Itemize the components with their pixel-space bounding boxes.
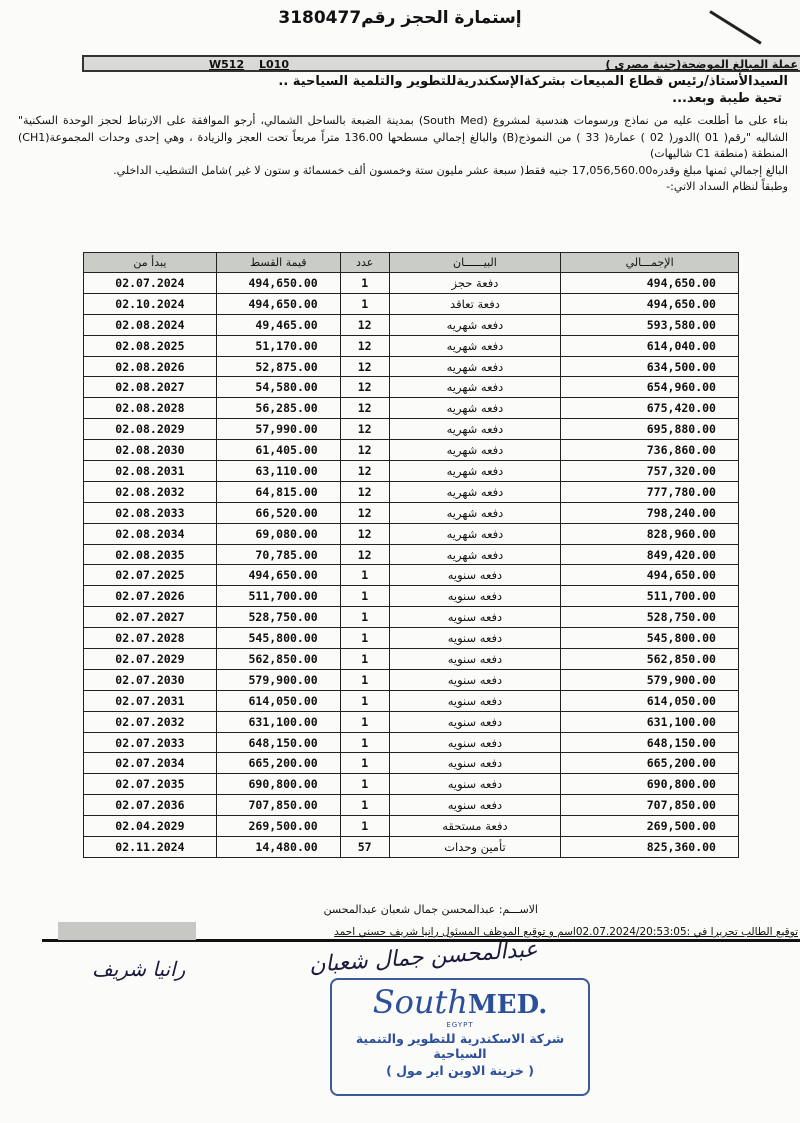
cell-total: 757,320.00 xyxy=(561,461,739,482)
signature-line-text: توقيع الطالب تحريرا في :02.07.2024/20:53:05اسم و توقيع الموظف المسئول رانيا شريف حسني احمد xyxy=(334,926,798,938)
cell-description: دفعه شهريه xyxy=(389,502,561,523)
table-row xyxy=(84,544,739,565)
table-row xyxy=(84,607,739,628)
cell-total: 777,780.00 xyxy=(561,481,739,502)
cell-count: 12 xyxy=(340,356,389,377)
cell-total: 825,360.00 xyxy=(561,837,739,858)
table-row xyxy=(84,816,739,837)
table-row xyxy=(84,440,739,461)
table-row xyxy=(84,481,739,502)
cell-total: 511,700.00 xyxy=(561,586,739,607)
cell-count: 12 xyxy=(340,377,389,398)
body-paragraph: بناء على ما أطلعت عليه من نماذج ورسومات هندسية لمشروع (South Med) بمدينة الضبعة بالساحل الشمالي، أرجو الموافقة على الارتباط لحجز الوحدة السكنية" الشاليه "رقم( 01 )الدور( 02 ) عمارة( 33 ) من النموذج(B) والبالغ إجمالي مسطحها 136.00 متراً مربعاً تحت العجز والزيادة ، وهي إحدى وحدات المجموعة(CH1) المنطقة (منطقة C1 شاليهات) xyxy=(18,114,789,160)
table-row xyxy=(84,586,739,607)
cell-installment: 631,100.00 xyxy=(216,711,340,732)
table-header-row xyxy=(84,253,739,273)
table-row xyxy=(84,461,739,482)
employee-handwritten-signature: رانيا شريف xyxy=(92,957,186,981)
cell-description: دفعه شهريه xyxy=(389,523,561,544)
applicant-handwritten-signature: عبدالمحسن جمال شعبان xyxy=(308,937,539,978)
stamp-logo xyxy=(332,984,588,1023)
cell-description: دفعه شهريه xyxy=(389,398,561,419)
cell-count: 12 xyxy=(340,314,389,335)
cell-start-date: 02.07.2033 xyxy=(84,732,217,753)
cell-start-date: 02.07.2029 xyxy=(84,649,217,670)
body-paragraph: البالغ إجمالي ثمنها مبلغ وقدره17,056,560.00 جنيه فقط( سبعة عشر مليون ستة وخمسون ألف خمسمائة و ستون لا غير )شامل التشطيب الداخلي. xyxy=(113,163,788,177)
cell-start-date: 02.08.2024 xyxy=(84,314,217,335)
cell-description: دفعه سنويه xyxy=(389,690,561,711)
cell-installment: 579,900.00 xyxy=(216,669,340,690)
cell-count: 1 xyxy=(340,774,389,795)
cell-description: دفعه سنويه xyxy=(389,586,561,607)
cell-description: دفعه سنويه xyxy=(389,669,561,690)
cell-total: 695,880.00 xyxy=(561,419,739,440)
cell-installment: 70,785.00 xyxy=(216,544,340,565)
table-row xyxy=(84,669,739,690)
cell-total: 648,150.00 xyxy=(561,732,739,753)
cell-count: 1 xyxy=(340,711,389,732)
cell-installment: 690,800.00 xyxy=(216,774,340,795)
cell-total: 798,240.00 xyxy=(561,502,739,523)
table-row xyxy=(84,356,739,377)
company-stamp xyxy=(330,978,590,1096)
cell-count: 12 xyxy=(340,461,389,482)
signature-shade xyxy=(58,922,196,940)
table-row xyxy=(84,523,739,544)
cell-start-date: 02.08.2025 xyxy=(84,335,217,356)
cell-description: دفعه شهريه xyxy=(389,356,561,377)
table-row xyxy=(84,377,739,398)
cell-total: 494,650.00 xyxy=(561,293,739,314)
cell-installment: 494,650.00 xyxy=(216,565,340,586)
table-row xyxy=(84,335,739,356)
cell-installment: 63,110.00 xyxy=(216,461,340,482)
cell-description: دفعه شهريه xyxy=(389,481,561,502)
cell-installment: 511,700.00 xyxy=(216,586,340,607)
cell-start-date: 02.07.2036 xyxy=(84,795,217,816)
stamp-company-name: شركة الاسكندرية للتطوير والتنمية السياحية xyxy=(355,1031,565,1061)
cell-installment: 54,580.00 xyxy=(216,377,340,398)
greeting-line: تحية طيبة وبعد... xyxy=(672,91,782,106)
cell-total: 828,960.00 xyxy=(561,523,739,544)
table-row xyxy=(84,753,739,774)
cell-installment: 61,405.00 xyxy=(216,440,340,461)
cell-start-date: 02.07.2027 xyxy=(84,607,217,628)
cell-installment: 528,750.00 xyxy=(216,607,340,628)
cell-total: 634,500.00 xyxy=(561,356,739,377)
cell-start-date: 02.08.2032 xyxy=(84,481,217,502)
cell-installment: 707,850.00 xyxy=(216,795,340,816)
header-description: البيــــــان xyxy=(389,253,561,273)
cell-count: 1 xyxy=(340,565,389,586)
cell-description: تأمين وحدات xyxy=(389,837,561,858)
cell-description: دفعه شهريه xyxy=(389,544,561,565)
cell-installment: 64,815.00 xyxy=(216,481,340,502)
cell-start-date: 02.08.2029 xyxy=(84,419,217,440)
cell-total: 593,580.00 xyxy=(561,314,739,335)
cell-total: 690,800.00 xyxy=(561,774,739,795)
cell-count: 1 xyxy=(340,795,389,816)
stamp-brand-med: MED. xyxy=(467,990,548,1020)
cell-description: دفعه شهريه xyxy=(389,419,561,440)
cell-start-date: 02.07.2034 xyxy=(84,753,217,774)
cell-installment: 49,465.00 xyxy=(216,314,340,335)
cell-count: 12 xyxy=(340,419,389,440)
cell-description: دفعه شهريه xyxy=(389,314,561,335)
cell-installment: 562,850.00 xyxy=(216,649,340,670)
form-title: إستمارة الحجز رقم3180477 xyxy=(278,8,522,28)
table-row xyxy=(84,398,739,419)
header-installment-value: قيمة القسط xyxy=(216,253,340,273)
table-row xyxy=(84,628,739,649)
cell-installment: 57,990.00 xyxy=(216,419,340,440)
cell-total: 707,850.00 xyxy=(561,795,739,816)
body-text xyxy=(18,113,788,196)
table-row xyxy=(84,690,739,711)
cell-total: 736,860.00 xyxy=(561,440,739,461)
cell-count: 12 xyxy=(340,481,389,502)
table-body xyxy=(84,273,739,858)
cell-count: 1 xyxy=(340,586,389,607)
cell-start-date: 02.07.2025 xyxy=(84,565,217,586)
cell-count: 1 xyxy=(340,690,389,711)
cell-start-date: 02.08.2030 xyxy=(84,440,217,461)
cell-total: 494,650.00 xyxy=(561,565,739,586)
table-row xyxy=(84,314,739,335)
cell-start-date: 02.10.2024 xyxy=(84,293,217,314)
cell-start-date: 02.04.2029 xyxy=(84,816,217,837)
cell-total: 562,850.00 xyxy=(561,649,739,670)
cell-description: دفعه شهريه xyxy=(389,377,561,398)
table-row xyxy=(84,273,739,294)
cell-installment: 66,520.00 xyxy=(216,502,340,523)
cell-start-date: 02.08.2034 xyxy=(84,523,217,544)
cell-description: دفعه سنويه xyxy=(389,795,561,816)
cell-total: 614,040.00 xyxy=(561,335,739,356)
cell-count: 1 xyxy=(340,816,389,837)
stamp-brand-south: South xyxy=(372,983,468,1021)
cell-count: 12 xyxy=(340,335,389,356)
stamp-branch: ( خزينة الاوبن اير مول ) xyxy=(386,1063,534,1078)
cell-start-date: 02.07.2024 xyxy=(84,273,217,294)
cell-description: دفعه شهريه xyxy=(389,335,561,356)
body-paragraph: وطبقاً لنظام السداد الاتي:- xyxy=(666,180,788,193)
cell-installment: 56,285.00 xyxy=(216,398,340,419)
cell-description: دفعه سنويه xyxy=(389,732,561,753)
cell-start-date: 02.08.2026 xyxy=(84,356,217,377)
unit-code-2: L010 xyxy=(259,58,289,71)
cell-description: دفعه شهريه xyxy=(389,461,561,482)
cell-start-date: 02.11.2024 xyxy=(84,837,217,858)
cell-installment: 494,650.00 xyxy=(216,293,340,314)
cell-description: دفعة مستحقه xyxy=(389,816,561,837)
applicant-name: الاســـم: عبدالمحسن جمال شعبان عبدالمحسن xyxy=(323,903,538,916)
cell-total: 675,420.00 xyxy=(561,398,739,419)
cell-installment: 51,170.00 xyxy=(216,335,340,356)
cell-description: دفعه سنويه xyxy=(389,565,561,586)
signature-line xyxy=(42,926,800,942)
cell-start-date: 02.07.2032 xyxy=(84,711,217,732)
cell-start-date: 02.07.2031 xyxy=(84,690,217,711)
header-start-from: يبدأ من xyxy=(84,253,217,273)
cell-installment: 14,480.00 xyxy=(216,837,340,858)
cell-start-date: 02.07.2026 xyxy=(84,586,217,607)
cell-installment: 494,650.00 xyxy=(216,273,340,294)
cell-count: 1 xyxy=(340,753,389,774)
cell-count: 1 xyxy=(340,669,389,690)
cell-count: 12 xyxy=(340,502,389,523)
cell-installment: 52,875.00 xyxy=(216,356,340,377)
currency-label: عملة المبالغ الموضحة(جنية مصرى ) xyxy=(605,58,798,71)
cell-count: 1 xyxy=(340,293,389,314)
cell-count: 1 xyxy=(340,732,389,753)
table-row xyxy=(84,649,739,670)
cell-start-date: 02.07.2035 xyxy=(84,774,217,795)
cell-installment: 69,080.00 xyxy=(216,523,340,544)
currency-bar xyxy=(82,55,800,72)
cell-total: 579,900.00 xyxy=(561,669,739,690)
table-row xyxy=(84,293,739,314)
cell-total: 849,420.00 xyxy=(561,544,739,565)
cell-start-date: 02.07.2028 xyxy=(84,628,217,649)
cell-installment: 648,150.00 xyxy=(216,732,340,753)
stamp-country: EGYPT xyxy=(446,1021,474,1029)
cell-description: دفعه سنويه xyxy=(389,607,561,628)
cell-total: 528,750.00 xyxy=(561,607,739,628)
cell-total: 654,960.00 xyxy=(561,377,739,398)
cell-description: دفعة حجز xyxy=(389,273,561,294)
cell-total: 614,050.00 xyxy=(561,690,739,711)
table-row xyxy=(84,419,739,440)
table-row xyxy=(84,732,739,753)
cell-total: 545,800.00 xyxy=(561,628,739,649)
table-row xyxy=(84,837,739,858)
cell-description: دفعه سنويه xyxy=(389,628,561,649)
cell-start-date: 02.07.2030 xyxy=(84,669,217,690)
cell-installment: 614,050.00 xyxy=(216,690,340,711)
table-row xyxy=(84,711,739,732)
cell-start-date: 02.08.2035 xyxy=(84,544,217,565)
cell-start-date: 02.08.2028 xyxy=(84,398,217,419)
table-row xyxy=(84,774,739,795)
cell-total: 665,200.00 xyxy=(561,753,739,774)
cell-description: دفعه سنويه xyxy=(389,753,561,774)
cell-count: 1 xyxy=(340,273,389,294)
cell-total: 631,100.00 xyxy=(561,711,739,732)
cell-installment: 665,200.00 xyxy=(216,753,340,774)
cell-count: 57 xyxy=(340,837,389,858)
cell-description: دفعة تعاقد xyxy=(389,293,561,314)
unit-code-1: W512 xyxy=(209,58,245,71)
cell-count: 12 xyxy=(340,440,389,461)
cell-installment: 269,500.00 xyxy=(216,816,340,837)
cell-count: 1 xyxy=(340,628,389,649)
cell-count: 12 xyxy=(340,523,389,544)
table-row xyxy=(84,502,739,523)
header-total: الإجمـــالي xyxy=(561,253,739,273)
cell-start-date: 02.08.2031 xyxy=(84,461,217,482)
table-row xyxy=(84,795,739,816)
cell-total: 494,650.00 xyxy=(561,273,739,294)
payment-schedule-table xyxy=(83,252,739,858)
cell-start-date: 02.08.2027 xyxy=(84,377,217,398)
cell-total: 269,500.00 xyxy=(561,816,739,837)
cell-count: 12 xyxy=(340,398,389,419)
cell-installment: 545,800.00 xyxy=(216,628,340,649)
cell-description: دفعه سنويه xyxy=(389,774,561,795)
cell-description: دفعه سنويه xyxy=(389,649,561,670)
cell-description: دفعه سنويه xyxy=(389,711,561,732)
cell-description: دفعه شهريه xyxy=(389,440,561,461)
addressee-line: السيدالأستاذ/رئيس قطاع المبيعات بشركةالإسكندريةللتطوير والتلمية السياحية .. xyxy=(278,74,788,89)
table-row xyxy=(84,565,739,586)
cell-count: 1 xyxy=(340,607,389,628)
cell-count: 1 xyxy=(340,649,389,670)
cell-start-date: 02.08.2033 xyxy=(84,502,217,523)
cell-count: 12 xyxy=(340,544,389,565)
header-count: عدد xyxy=(340,253,389,273)
